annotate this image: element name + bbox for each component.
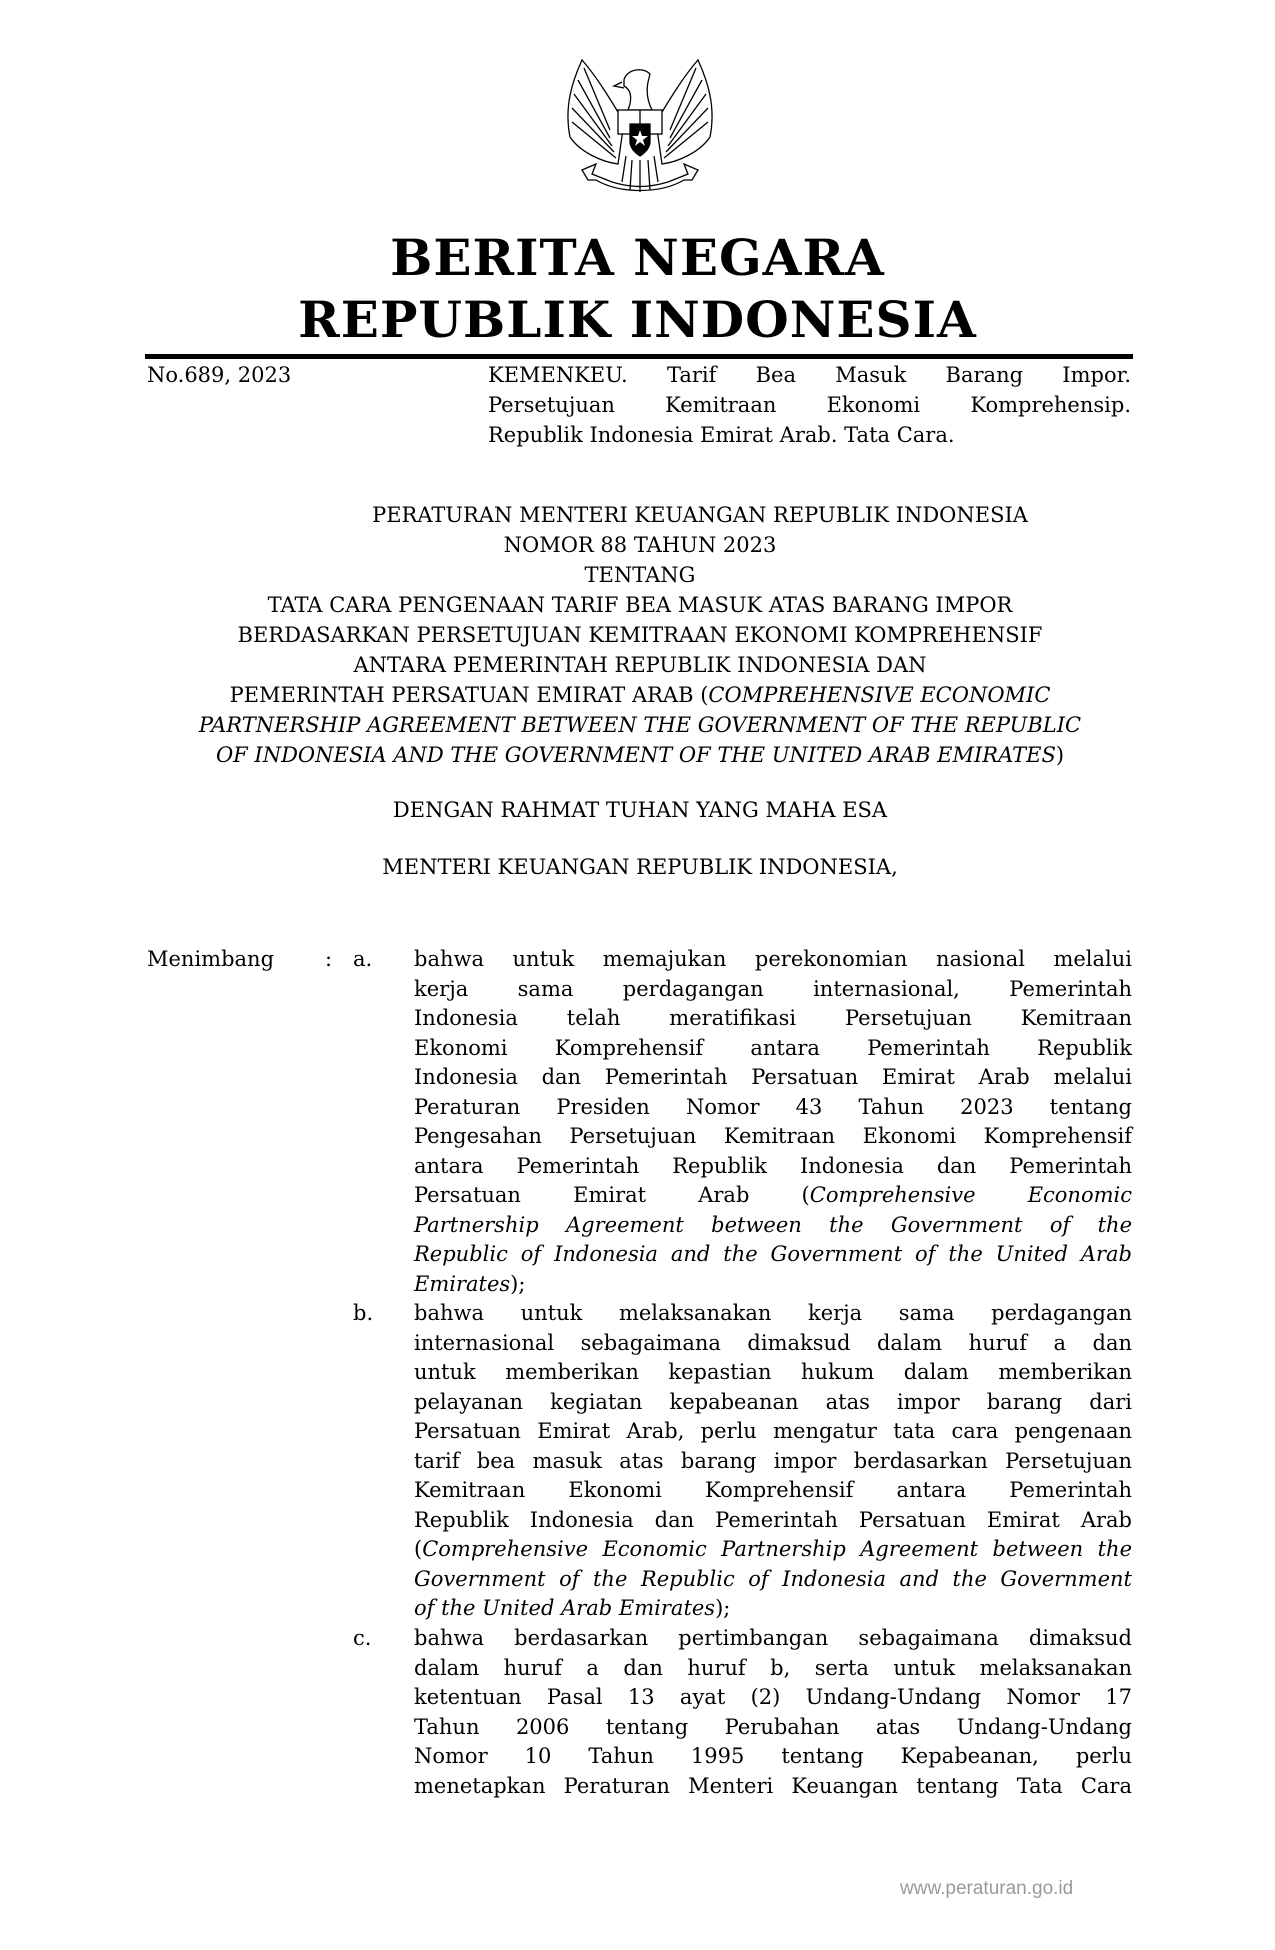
regulation-title bbox=[140, 500, 1140, 770]
considering-colon: : bbox=[325, 947, 333, 971]
considering-item-a bbox=[414, 945, 1132, 1299]
item-line: Indonesia dan Pemerintah Persatuan Emirat Arab melalui bbox=[414, 1065, 1132, 1089]
title-italic-text: COMPREHENSIVE ECONOMIC bbox=[708, 683, 1051, 707]
title-line: NOMOR 88 TAHUN 2023 bbox=[503, 533, 777, 557]
gazette-subject bbox=[488, 360, 1131, 450]
item-letter-a: a. bbox=[353, 947, 373, 971]
item-line: kerja sama perdagangan internasional, Pemerintah bbox=[414, 976, 1132, 1001]
item-letter-c: c. bbox=[353, 1626, 372, 1650]
garuda-emblem-icon bbox=[552, 52, 728, 204]
item-line: untuk memberikan kepastian hukum dalam memberikan bbox=[414, 1360, 1132, 1384]
preamble-grace: DENGAN RAHMAT TUHAN YANG MAHA ESA bbox=[392, 798, 888, 822]
item-line: Ekonomi Komprehensif antara Pemerintah Republik bbox=[414, 1035, 1132, 1060]
item-line: pelayanan kegiatan kepabeanan atas impor barang dari bbox=[414, 1389, 1132, 1414]
item-line: Republik Indonesia dan Pemerintah Persatuan Emirat Arab bbox=[414, 1507, 1132, 1532]
item-line: ketentuan Pasal 13 ayat (2) Undang-Undang Nomor 17 bbox=[414, 1685, 1132, 1709]
item-italic-text: Comprehensive Economic bbox=[809, 1183, 1132, 1207]
item-line: dalam huruf a dan huruf b, serta untuk melaksanakan bbox=[414, 1655, 1132, 1680]
item-text: ); bbox=[715, 1596, 731, 1620]
subject-line: KEMENKEU. Tarif Bea Masuk Barang Impor. bbox=[488, 363, 1131, 387]
item-line bbox=[414, 1270, 1132, 1300]
source-watermark-link[interactable]: www.peraturan.go.id bbox=[900, 1878, 1074, 1899]
item-text: ( bbox=[414, 1537, 423, 1561]
item-line: Nomor 10 Tahun 1995 tentang Kepabeanan, perlu bbox=[414, 1744, 1132, 1768]
item-line: Persatuan Emirat Arab, perlu mengatur tata cara pengenaan bbox=[414, 1419, 1132, 1443]
item-line: antara Pemerintah Republik Indonesia dan Pemerintah bbox=[414, 1153, 1132, 1178]
item-italic-text: Comprehensive Economic Partnership Agreement between the bbox=[422, 1537, 1132, 1561]
item-line bbox=[414, 1211, 1132, 1241]
item-text: ); bbox=[510, 1271, 526, 1296]
title-line: TATA CARA PENGENAAN TARIF BEA MASUK ATAS BARANG IMPOR bbox=[267, 593, 1013, 617]
considering-label: Menimbang bbox=[147, 947, 275, 971]
item-line: Tahun 2006 tentang Perubahan atas Undang-Undang bbox=[414, 1714, 1132, 1739]
item-line: Indonesia telah meratifikasi Persetujuan Kemitraan bbox=[414, 1006, 1132, 1030]
item-italic-text: Republic of Indonesia and the Government of the United Arab bbox=[414, 1242, 1132, 1266]
item-line: Peraturan Presiden Nomor 43 Tahun 2023 tentang bbox=[414, 1094, 1132, 1119]
item-line: bahwa untuk melaksanakan kerja sama perdagangan bbox=[414, 1301, 1132, 1325]
title-text: PEMERINTAH PERSATUAN EMIRAT ARAB ( bbox=[229, 683, 709, 707]
subject-line: Republik Indonesia Emirat Arab. Tata Cara. bbox=[488, 423, 955, 447]
item-line: bahwa untuk memajukan perekonomian nasional melalui bbox=[414, 947, 1132, 971]
title-line: ANTARA PEMERINTAH REPUBLIK INDONESIA DAN bbox=[353, 653, 927, 677]
item-italic-text: Emirates bbox=[414, 1271, 511, 1296]
item-line: Pengesahan Persetujuan Kemitraan Ekonomi Komprehensif bbox=[414, 1124, 1132, 1148]
item-italic-text: Government of the Republic of Indonesia and the Government bbox=[414, 1566, 1132, 1591]
item-line bbox=[414, 1594, 1132, 1624]
title-text: ) bbox=[1055, 743, 1065, 767]
title-italic-text: OF INDONESIA AND THE GOVERNMENT OF THE UNITED ARAB EMIRATES bbox=[215, 743, 1056, 767]
masthead-title-line2: REPUBLIK INDONESIA bbox=[298, 290, 977, 349]
subject-line: Persetujuan Kemitraan Ekonomi Komprehensip. bbox=[488, 393, 1131, 417]
considering-item-c bbox=[414, 1624, 1132, 1801]
item-italic-text: of the United Arab Emirates bbox=[414, 1596, 716, 1620]
item-line: tarif bea masuk atas barang impor berdasarkan Persetujuan bbox=[414, 1448, 1132, 1473]
title-line: PERATURAN MENTERI KEUANGAN REPUBLIK INDONESIA bbox=[372, 503, 1028, 527]
title-line bbox=[140, 740, 1140, 770]
item-italic-text: Partnership Agreement between the Government of the bbox=[414, 1212, 1132, 1237]
considering-item-b bbox=[414, 1299, 1132, 1624]
item-letter-b: b. bbox=[353, 1301, 374, 1325]
gazette-number: No.689, 2023 bbox=[147, 363, 292, 387]
item-line: menetapkan Peraturan Menteri Keuangan tentang Tata Cara bbox=[414, 1773, 1132, 1798]
item-line bbox=[414, 1565, 1132, 1595]
title-line: BERDASARKAN PERSETUJUAN KEMITRAAN EKONOMI KOMPREHENSIF bbox=[237, 623, 1043, 647]
header-divider bbox=[145, 354, 1133, 359]
item-line bbox=[414, 1240, 1132, 1270]
item-line: bahwa berdasarkan pertimbangan sebagaimana dimaksud bbox=[414, 1626, 1132, 1650]
item-line: Kemitraan Ekonomi Komprehensif antara Pemerintah bbox=[414, 1478, 1132, 1502]
title-line: TENTANG bbox=[584, 563, 696, 587]
title-line bbox=[140, 710, 1140, 740]
item-line bbox=[414, 1181, 1132, 1211]
masthead-title-line1: BERITA NEGARA bbox=[390, 228, 885, 287]
item-line bbox=[414, 1535, 1132, 1565]
title-line bbox=[140, 680, 1140, 710]
item-text: Persatuan Emirat Arab ( bbox=[414, 1183, 810, 1207]
title-italic-text: PARTNERSHIP AGREEMENT BETWEEN THE GOVERNMENT OF THE REPUBLIC bbox=[198, 713, 1082, 737]
item-line: internasional sebagaimana dimaksud dalam huruf a dan bbox=[414, 1330, 1132, 1355]
preamble-minister: MENTERI KEUANGAN REPUBLIK INDONESIA, bbox=[382, 855, 898, 879]
